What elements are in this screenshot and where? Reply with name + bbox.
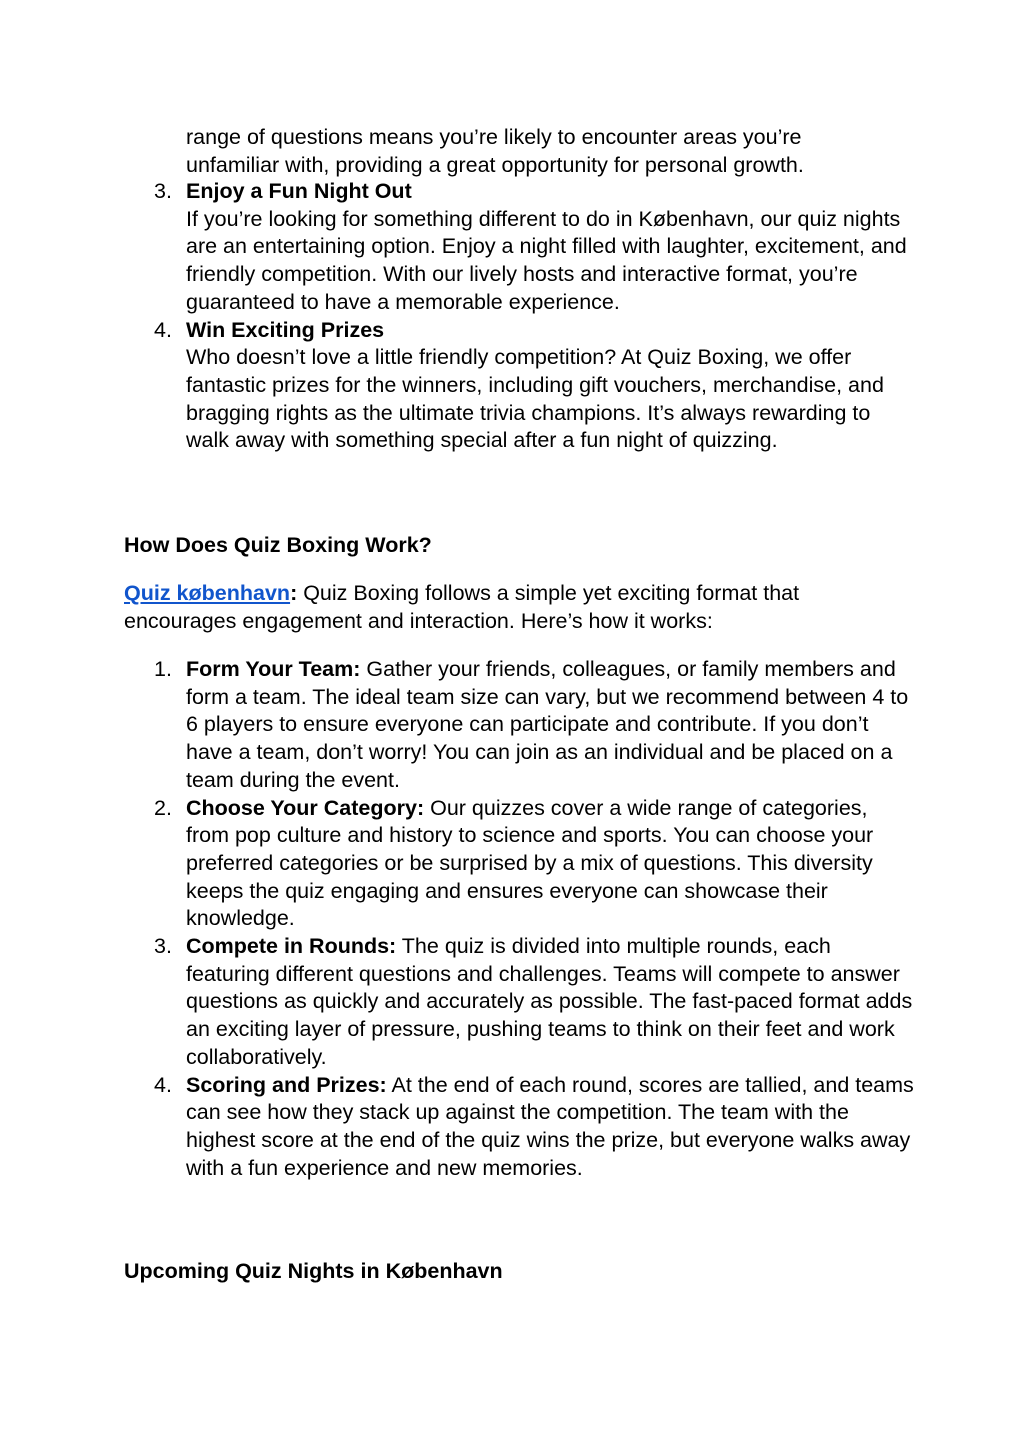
continued-line-2: unfamiliar with, providing a great opportunity for personal growth. bbox=[186, 152, 804, 177]
step-number: 2. bbox=[154, 795, 172, 820]
step-body: Our quizzes cover a wide range of categories, from pop culture and history to science and sports. You can choose your preferred categories or be surprised by a mix of questions. This diversity keeps the quiz engaging and ensures everyone can showcase their knowledge. bbox=[186, 795, 874, 931]
how-it-works-heading: How Does Quiz Boxing Work? bbox=[124, 533, 432, 557]
step-number: 4. bbox=[154, 1072, 172, 1097]
upcoming-quiz-nights-heading: Upcoming Quiz Nights in København bbox=[124, 1259, 503, 1283]
steps-list bbox=[154, 656, 916, 1182]
step-item bbox=[154, 795, 916, 934]
step-item bbox=[154, 656, 916, 795]
how-intro-text: Quiz Boxing follows a simple yet exciting format that encourages engagement and interaction. Here’s how it works: bbox=[124, 581, 800, 633]
benefit-title: Enjoy a Fun Night Out bbox=[186, 179, 412, 203]
step-title: Form Your Team: bbox=[186, 657, 361, 681]
benefit-number: 4. bbox=[154, 317, 172, 342]
continued-paragraph bbox=[186, 124, 916, 179]
step-item bbox=[154, 933, 916, 1072]
step-number: 3. bbox=[154, 934, 172, 959]
step-body: The quiz is divided into multiple rounds, each featuring different questions and challenges. Teams will compete to answer questions as quickly and accurately as possible. The fast-paced format adds an exciting layer of pressure, pushing teams to think on their feet and work collaboratively. bbox=[186, 934, 913, 1069]
benefits-list bbox=[154, 178, 916, 455]
step-body: At the end of each round, scores are tallied, and teams can see how they stack up against the competition. The team with the highest score at the end of the quiz wins the prize, but everyone walks away with a fun experience and new memories. bbox=[186, 1072, 914, 1180]
benefit-body: Who doesn’t love a little friendly competition? At Quiz Boxing, we offer fantastic prizes for the winners, including gift vouchers, merchandise, and bragging rights as the ultimate trivia champions. It’s always rewarding to walk away with something special after a fun night of quizzing. bbox=[186, 345, 884, 453]
link-colon: : bbox=[290, 581, 298, 605]
step-title: Compete in Rounds: bbox=[186, 934, 397, 959]
benefit-number: 3. bbox=[154, 179, 172, 203]
benefit-item bbox=[154, 178, 916, 317]
step-item bbox=[154, 1072, 916, 1183]
step-number: 1. bbox=[154, 657, 172, 681]
benefit-title: Win Exciting Prizes bbox=[186, 317, 385, 342]
benefit-body: If you’re looking for something different to do in København, our quiz nights are an entertaining option. Enjoy a night filled with laughter, excitement, and friendly competition. With our lively hosts and interactive format, you’re guaranteed to have a memorable experience. bbox=[186, 206, 907, 314]
how-intro-paragraph bbox=[124, 580, 914, 635]
continued-line-1: range of questions means you’re likely to encounter areas you’re bbox=[186, 125, 802, 149]
benefit-item bbox=[154, 317, 916, 456]
quiz-kobenhavn-link[interactable]: Quiz københavn bbox=[124, 581, 291, 605]
step-body: Gather your friends, colleagues, or family members and form a team. The ideal team size can vary, but we recommend between 4 to 6 players to ensure everyone can participate and contribute. If you don’t have a team, don’t worry! You can join as an individual and be placed on a team during the event. bbox=[186, 657, 909, 792]
step-title: Scoring and Prizes: bbox=[186, 1072, 387, 1097]
step-title: Choose Your Category: bbox=[186, 795, 425, 820]
